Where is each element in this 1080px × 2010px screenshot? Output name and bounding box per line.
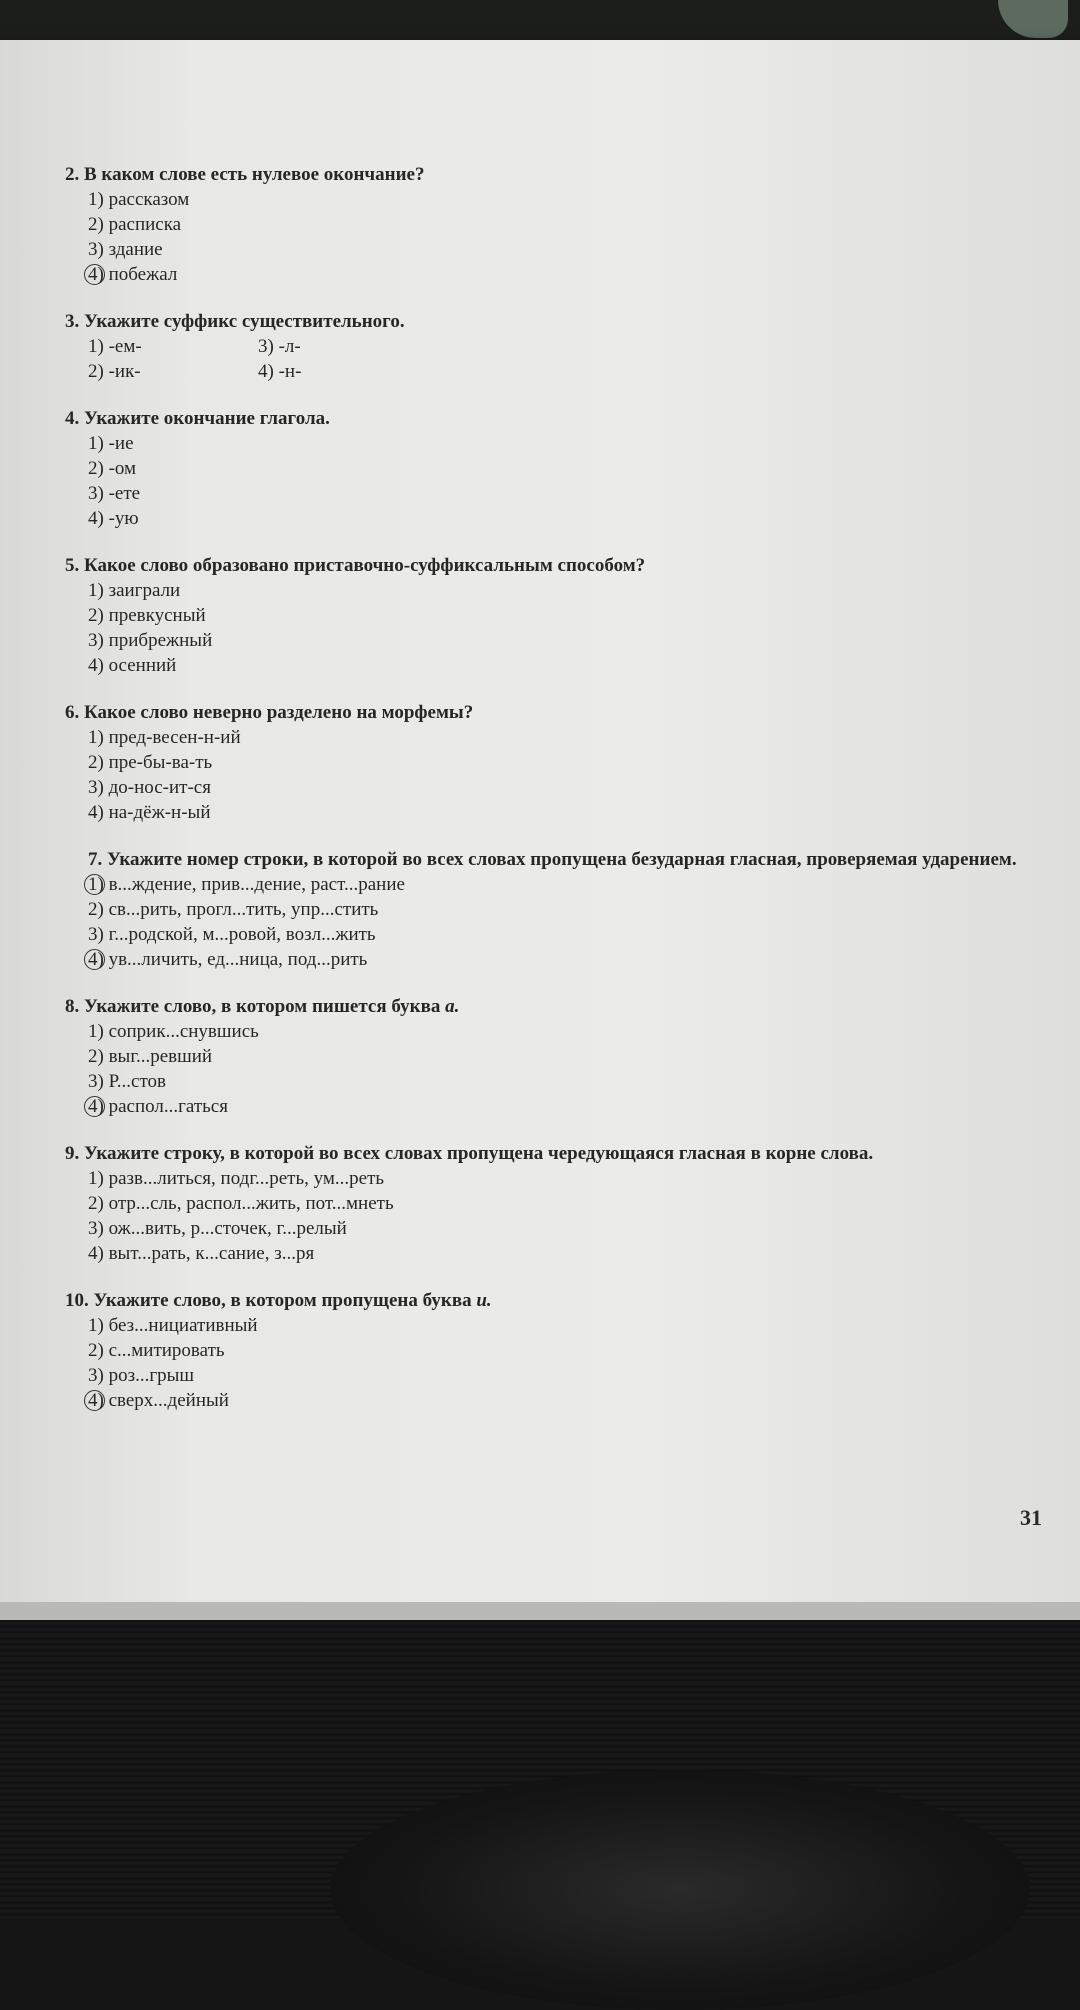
- question-number: 10.: [65, 1290, 89, 1311]
- circled-answer-mark: 4): [88, 1390, 104, 1411]
- question-title: Укажите номер строки, в которой во всех словах пропущена безударная гласная, проверяемая ударением.: [107, 849, 1017, 870]
- question-letter: а.: [445, 996, 460, 1017]
- option-4-circled: 4) ув...личить, ед...ница, под...рить: [88, 949, 368, 970]
- question-5: [65, 553, 1050, 678]
- option-2: 2) выг...ревший: [88, 1046, 213, 1067]
- option-2: 2) превкусный: [88, 605, 206, 626]
- option-2: 2) расписка: [88, 214, 182, 235]
- option-2: 2) пре-бы-ва-ть: [88, 752, 213, 773]
- fabric-fold: [330, 1770, 1030, 2010]
- option-3: 3) здание: [88, 239, 163, 260]
- option-2: 2) -ом: [88, 458, 137, 479]
- option-1: 1) -ем-: [88, 336, 142, 357]
- option-3: 3) ож...вить, р...сточек, г...релый: [88, 1218, 347, 1239]
- option-1-circled: 1) в...ждение, прив...дение, раст...рание: [88, 874, 405, 895]
- option-4: 4) выт...рать, к...сание, з...ря: [88, 1243, 315, 1264]
- option-4: 4) на-дёж-н-ый: [88, 802, 211, 823]
- question-title: Укажите суффикс существительного.: [84, 311, 405, 332]
- option-4-circled: 4) побежал: [88, 264, 178, 285]
- option-1: 1) рассказом: [88, 189, 190, 210]
- option-3: 3) г...родской, м...ровой, возл...жить: [88, 924, 376, 945]
- question-2: [65, 162, 1050, 287]
- question-number: 2.: [65, 164, 80, 185]
- question-title: Укажите строку, в которой во всех словах пропущена чередующаяся гласная в корне слова.: [84, 1143, 874, 1164]
- option-3: 3) до-нос-ит-ся: [88, 777, 211, 798]
- option-1: 1) без...нициативный: [88, 1315, 258, 1336]
- option-3: 3) -ете: [88, 483, 141, 504]
- option-2: 2) отр...сль, распол...жить, пот...мнеть: [88, 1193, 394, 1214]
- option-3: 3) прибрежный: [88, 630, 213, 651]
- page-number: 31: [1020, 1505, 1042, 1530]
- question-number: 3.: [65, 311, 80, 332]
- question-number: 7.: [88, 849, 103, 870]
- question-10: [65, 1288, 1050, 1413]
- question-title: Какое слово неверно разделено на морфемы?: [84, 702, 474, 723]
- circled-answer-mark: 4): [88, 1096, 104, 1117]
- question-letter: и.: [476, 1290, 492, 1311]
- option-2: 2) св...рить, прогл...тить, упр...стить: [88, 899, 379, 920]
- question-8: [65, 994, 1050, 1119]
- question-4: [65, 406, 1050, 531]
- question-number: 4.: [65, 408, 80, 429]
- option-4: 4) осенний: [88, 655, 177, 676]
- page-edges: [0, 1602, 1080, 1620]
- option-3: 3) Р...стов: [88, 1071, 166, 1092]
- option-4-circled: 4) распол...гаться: [88, 1096, 228, 1117]
- option-1: 1) заиграли: [88, 580, 181, 601]
- question-number: 5.: [65, 555, 80, 576]
- option-3: 3) -л-: [258, 336, 301, 357]
- question-number: 9.: [65, 1143, 80, 1164]
- option-4: 4) -ую: [88, 508, 139, 529]
- question-title: Укажите окончание глагола.: [84, 408, 330, 429]
- circled-answer-mark: 1): [88, 874, 104, 895]
- option-1: 1) разв...литься, подг...реть, ум...реть: [88, 1168, 385, 1189]
- question-6: [65, 700, 1050, 825]
- option-1: 1) соприк...снувшись: [88, 1021, 259, 1042]
- option-4: 4) -н-: [258, 361, 302, 382]
- question-title: Укажите слово, в котором пропущена буква: [93, 1290, 472, 1311]
- page-content: [65, 162, 1050, 1435]
- option-2: 2) -ик-: [88, 361, 141, 382]
- option-1: 1) пред-весен-н-ий: [88, 727, 241, 748]
- circled-answer-mark: 4): [88, 264, 104, 285]
- question-number: 8.: [65, 996, 80, 1017]
- question-number: 6.: [65, 702, 80, 723]
- option-1: 1) -ие: [88, 433, 134, 454]
- question-title: В каком слове есть нулевое окончание?: [84, 164, 425, 185]
- option-2: 2) с...митировать: [88, 1340, 225, 1361]
- question-3: [65, 309, 1050, 384]
- question-9: [65, 1141, 1050, 1266]
- option-4-circled: 4) сверх...дейный: [88, 1390, 229, 1411]
- option-3: 3) роз...грыш: [88, 1365, 195, 1386]
- question-7: [65, 847, 1050, 972]
- circled-answer-mark: 4): [88, 949, 104, 970]
- question-title: Какое слово образовано приставочно-суффиксальным способом?: [84, 555, 646, 576]
- question-title: Укажите слово, в котором пишется буква: [84, 996, 441, 1017]
